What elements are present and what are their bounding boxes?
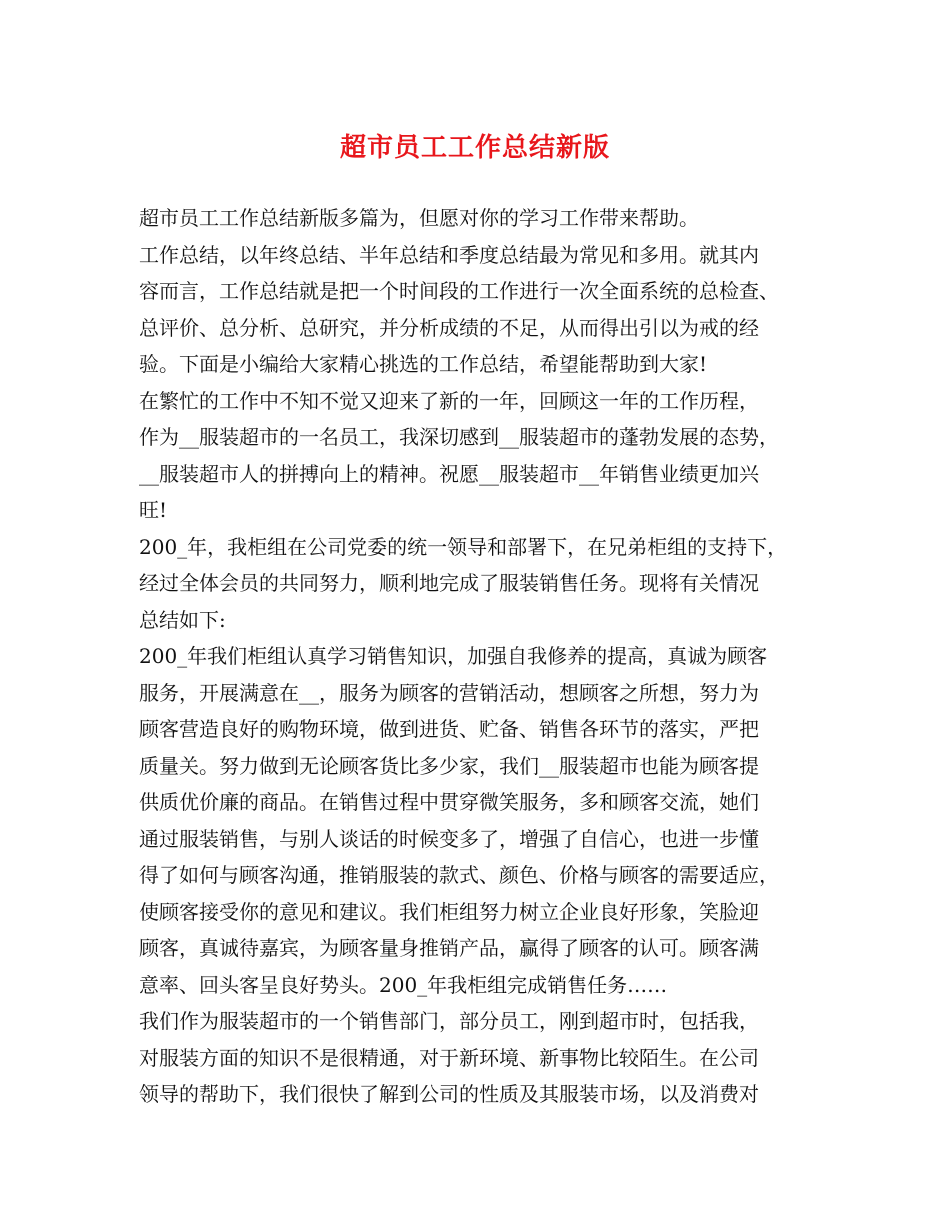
- body-line: 作为__服装超市的一名员工，我深切感到__服装超市的蓬勃发展的态势，: [139, 425, 779, 449]
- body-line: 在繁忙的工作中不知不觉又迎来了新的一年，回顾这一年的工作历程，: [139, 388, 759, 413]
- body-line: 顾客营造良好的购物环境，做到进货、贮备、销售各环节的落实，严把: [139, 717, 759, 741]
- document-body: [139, 200, 819, 1113]
- body-line: __服装超市人的拼搏向上的精神。祝愿__服装超市__年销售业绩更加兴: [139, 461, 759, 486]
- body-line: 得了如何与顾客沟通，推销服装的款式、颜色、价格与顾客的需要适应，: [139, 863, 779, 887]
- body-line: 验。下面是小编给大家精心挑选的工作总结，希望能帮助到大家!: [139, 352, 708, 376]
- body-line: 工作总结，以年终总结、半年总结和季度总结最为常见和多用。就其内: [139, 242, 759, 267]
- body-line: 质量关。努力做到无论顾客货比多少家，我们__服装超市也能为顾客提: [139, 753, 759, 778]
- body-line: 对服装方面的知识不是很精通，对于新环境、新事物比较陌生。在公司: [139, 1045, 759, 1070]
- body-line: 总评价、总分析、总研究，并分析成绩的不足，从而得出引以为戒的经: [139, 315, 759, 340]
- body-line: 使顾客接受你的意见和建议。我们柜组努力树立企业良好形象，笑脸迎: [139, 899, 759, 924]
- body-line: 超市员工工作总结新版多篇为，但愿对你的学习工作带来帮助。: [139, 206, 699, 230]
- body-line: 200_年我们柜组认真学习销售知识，加强自我修养的提高，真诚为顾客: [139, 644, 768, 668]
- body-line: 总结如下:: [139, 607, 226, 632]
- body-line: 顾客，真诚待嘉宾，为顾客量身推销产品，赢得了顾客的认可。顾客满: [139, 936, 759, 960]
- body-line: 领导的帮助下，我们很快了解到公司的性质及其服装市场，以及消费对: [139, 1082, 759, 1106]
- body-line: 经过全体会员的共同努力，顺利地完成了服装销售任务。现将有关情况: [139, 571, 759, 595]
- body-line: 我们作为服装超市的一个销售部门，部分员工，刚到超市时，包括我，: [139, 1009, 759, 1033]
- body-line: 供质优价廉的商品。在销售过程中贯穿微笑服务，多和顾客交流，她们: [139, 790, 759, 814]
- body-line: 200_年，我柜组在公司党委的统一领导和部署下，在兄弟柜组的支持下，: [139, 534, 788, 559]
- body-line: 服务，开展满意在__，服务为顾客的营销活动，想顾客之所想，努力为: [139, 680, 759, 705]
- body-line: 通过服装销售，与别人谈话的时候变多了，增强了自信心，也进一步懂: [139, 826, 759, 851]
- body-line: 容而言，工作总结就是把一个时间段的工作进行一次全面系统的总检查、: [139, 279, 779, 303]
- document-title: 超市员工工作总结新版: [339, 133, 610, 163]
- body-line: 旺!: [139, 498, 168, 522]
- body-line: 意率、回头客呈良好势头。200_年我柜组完成销售任务……: [139, 972, 668, 997]
